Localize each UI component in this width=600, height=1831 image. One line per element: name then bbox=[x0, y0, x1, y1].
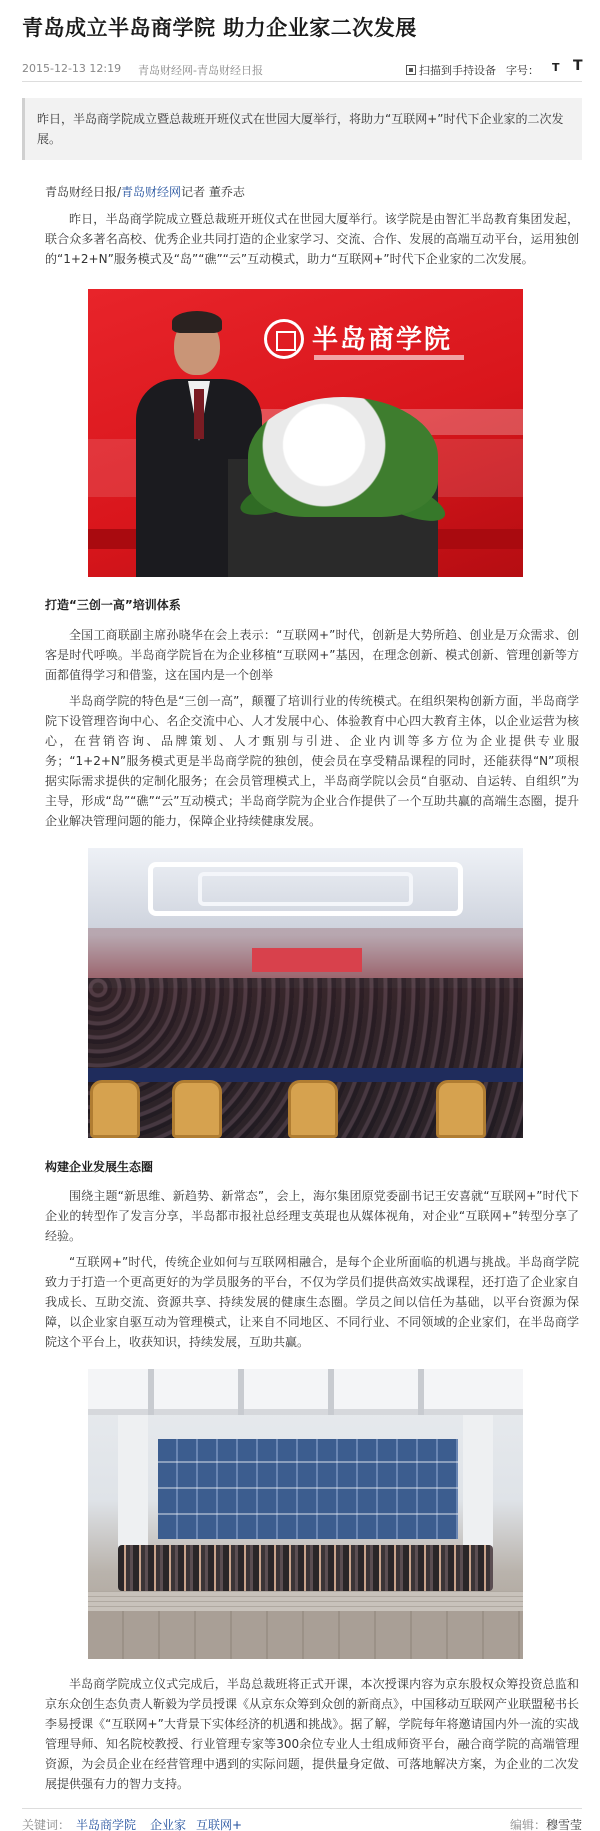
hall-chair bbox=[90, 1080, 140, 1138]
font-size-small-button[interactable]: T bbox=[552, 61, 560, 74]
section-heading-ecosystem: 构建企业发展生态圈 bbox=[45, 1160, 154, 1174]
ceremony-speaker-photo bbox=[88, 289, 523, 577]
paragraph-course: 半岛商学院成立仪式完成后，半岛总裁班将正式开课，本次授课内容为京东股权众筹投资总监和京东众创生态负责人靳毅为学员授课《从京东众筹到众创的新商点》，中国移动互联网产业联盟秘书长李易授课《“互联网+”大背景下实体经济的机遇和挑战》。据了解，学院每年将邀请国内外一流的实战管理导师、知名院校教授、行业管理专家等300余位专业人士组成师资平台，融合商学院的高端管理资源，为会员企业在经营管理中遇到的实际问题，提供量身定做、可落地解决方案，为企业的二次发展提供强有力的智力支持。 bbox=[45, 1677, 580, 1791]
paragraph-platform: “互联网+”时代，传统企业如何与互联网相融合，是每个企业所面临的机遇与挑战。半岛商学院致力于打造一个更高更好的为学员服务的平台，不仅为学员们提供高效实战课程，还打造了企业家自我成长、互助交流、资源共享、持续发展的健康生态圈。学员之间以信任为基础，以平台资源为保障，以企业家自驱互动为管理模式，让来自不同地区、不同行业、不同领域的企业家们，在半岛商学院这个平台上，收获知识，持续发展，互助共赢。 bbox=[45, 1255, 579, 1349]
paragraph-intro: 昨日，半岛商学院成立暨总裁班开班仪式在世园大厦举行。该学院是由智汇半岛教育集团发起，联合众多著名高校、优秀企业共同打造的企业家学习、交流、合作、发展的高端互动平台，运用独创的“1+2+N”服务模式及“岛”“礁”“云”互动模式，助力“互联网+”时代下企业家的二次发展。 bbox=[45, 212, 579, 266]
publish-date: 2015-12-13 12:19 bbox=[22, 62, 122, 75]
paragraph-speech: 全国工商联副主席孙晓华在会上表示：“互联网+”时代，创新是大势所趋、创业是万众需求、创客是时代呼唤。半岛商学院旨在为企业移植“互联网+”基因，在理念创新、模式创新、管理创新等方面都值得学习和借鉴，这在国内是一个创举 bbox=[45, 628, 579, 682]
hall-ceiling-inner-ring bbox=[198, 872, 413, 906]
keyword-link[interactable]: 企业家 bbox=[150, 1818, 187, 1831]
section-heading-training: 打造“三创一高”培训体系 bbox=[45, 598, 181, 612]
editor-label: 编辑： bbox=[509, 1818, 546, 1831]
editor-credit bbox=[510, 1816, 582, 1831]
keywords-label: 关键词： bbox=[22, 1818, 71, 1831]
scan-to-mobile-label: 扫描到手持设备 bbox=[419, 64, 496, 77]
flower-arrangement bbox=[248, 397, 438, 517]
hall-chair bbox=[172, 1080, 222, 1138]
canopy-beam bbox=[328, 1369, 334, 1415]
school-logo-icon bbox=[264, 319, 304, 359]
paragraph-features: 半岛商学院的特色是“三创一高”，颠覆了培训行业的传统模式。在组织架构创新方面，半岛商学院下设管理咨询中心、名企交流中心、人才发展中心、体验教育中心四大教育主体，以企业运营为核心，在营销咨询、品牌策划、人才甄别与引进、企业内训等多方位为企业提供专业服务；“1+2+N”服务模式更是半岛商学院的独创，使会员在享受精品课程的同时，还能获得“N”项根据实际需求提供的定制化服务；在会员管理模式上，半岛商学院以会员“自驱动、自运转、自组织”为主导，形成“岛”“礁”“云”互动模式；半岛商学院为企业合作提供了一个互助共赢的高端生态圈，提升企业解决管理问题的能力，保障企业持续健康发展。 bbox=[45, 694, 579, 828]
canopy-beam bbox=[238, 1369, 244, 1415]
article-footer bbox=[22, 1808, 582, 1831]
hall-chair bbox=[436, 1080, 486, 1138]
keyword-link[interactable]: 半岛商学院 bbox=[76, 1818, 137, 1831]
qr-code-icon bbox=[406, 65, 416, 75]
hall-stage-screen bbox=[252, 948, 362, 972]
byline-prefix: 青岛财经日报/ bbox=[45, 185, 122, 199]
article-source: 青岛财经网-青岛财经日报 bbox=[138, 64, 263, 77]
font-size-large-button[interactable]: T bbox=[573, 58, 583, 74]
article-summary: 昨日，半岛商学院成立暨总裁班开班仪式在世园大厦举行，将助力“互联网+”时代下企业家的二次发展。 bbox=[22, 98, 582, 160]
scan-to-mobile-button[interactable] bbox=[406, 62, 496, 78]
keyword-link[interactable]: 互联网+ bbox=[196, 1818, 243, 1831]
byline bbox=[45, 183, 245, 200]
canopy-beam bbox=[418, 1369, 424, 1415]
conference-hall-photo bbox=[88, 848, 523, 1138]
canopy-beam bbox=[148, 1369, 154, 1415]
paragraph-theme: 围绕主题“新思维、新趋势、新常态”，会上，海尔集团原党委副书记王安喜就“互联网+”时代下企业的转型作了发言分享，半岛都市报社总经理支英琨也从媒体视角，对企业“互联网+”转型分享了经验。 bbox=[45, 1189, 579, 1243]
byline-reporter: 记者 董乔志 bbox=[181, 185, 245, 199]
group-of-people bbox=[118, 1545, 493, 1591]
speaker-tie bbox=[194, 389, 204, 439]
speaker-hair bbox=[172, 311, 222, 333]
hall-chair bbox=[288, 1080, 338, 1138]
byline-source-link[interactable]: 青岛财经网 bbox=[121, 185, 182, 199]
article-title: 青岛成立半岛商学院 助力企业家二次发展 bbox=[22, 16, 417, 40]
building-glass-mullions bbox=[158, 1439, 458, 1539]
building-stairs bbox=[88, 1591, 523, 1611]
font-size-label: 字号： bbox=[506, 64, 539, 77]
group-photo bbox=[88, 1369, 523, 1659]
photo-school-name: 半岛商学院 bbox=[312, 325, 453, 355]
article-meta bbox=[22, 52, 582, 82]
photo-slogan-bar bbox=[314, 355, 464, 360]
building-plaza bbox=[88, 1611, 523, 1659]
editor-name: 穆雪莹 bbox=[545, 1818, 582, 1831]
